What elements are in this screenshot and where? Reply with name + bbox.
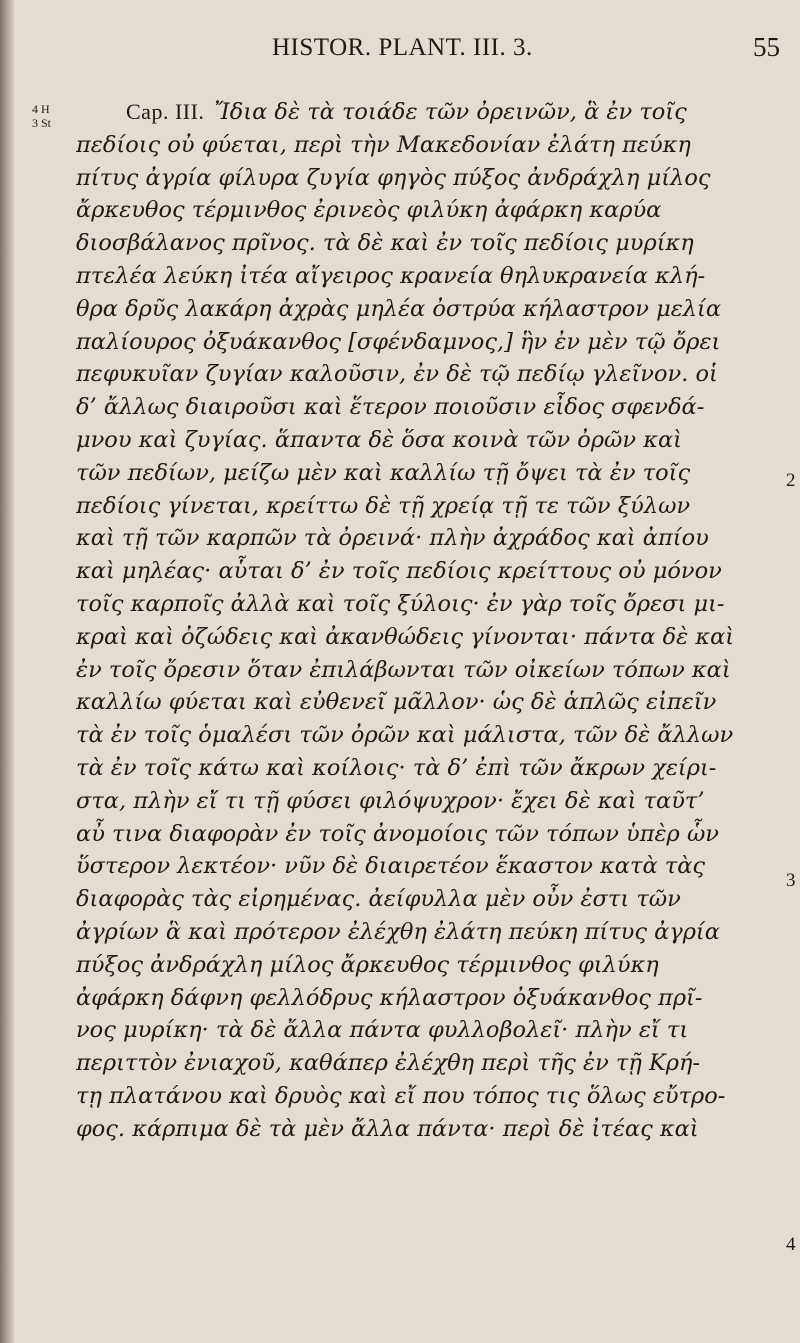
text-line: ἄρκευθος τέρμινθος ἐρινεὸς φιλύκη ἀφάρκη καρύα bbox=[76, 197, 662, 224]
book-page bbox=[14, 0, 800, 1343]
section-number-3: 3 bbox=[786, 870, 796, 891]
text-line: αὖ τινα διαφορὰν ἐν τοῖς ἀνομοίοις τῶν τόπων ὑπὲρ ὧν bbox=[76, 820, 719, 847]
text-line: διοσβάλανος πρῖνος. τὰ δὲ καὶ ἐν τοῖς πεδίοις μυρίκη bbox=[76, 230, 694, 257]
text-line: τὰ ἐν τοῖς κάτω καὶ κοίλοις· τὰ δ’ ἐπὶ τῶν ἄκρων χείρι- bbox=[76, 754, 717, 781]
text-line: καλλίω φύεται καὶ εὐθενεῖ μᾶλλον· ὡς δὲ ἁπλῶς εἰπεῖν bbox=[76, 689, 717, 716]
text-line: μνου καὶ ζυγίας. ἅπαντα δὲ ὅσα κοινὰ τῶν ὀρῶν καὶ bbox=[76, 426, 683, 453]
text-line: ἀφάρκη δάφνη φελλόδρυς κήλαστρον ὀξυάκανθος πρῖ- bbox=[76, 984, 703, 1011]
text-line: παλίουρος ὀξυάκανθος [σφένδαμνος,] ἣν ἐν μὲν τῷ ὄρει bbox=[76, 328, 721, 355]
text-line: πτελέα λεύκη ἰτέα αἴγειρος κρανεία θηλυκρανεία κλή- bbox=[76, 262, 706, 289]
page-header bbox=[260, 26, 780, 66]
text-line: τὰ ἐν τοῖς ὁμαλέσι τῶν ὀρῶν καὶ μάλιστα, τῶν δὲ ἄλλων bbox=[76, 722, 734, 749]
text-line: ὕστερον λεκτέον· νῦν δὲ διαιρετέον ἕκαστον κατὰ τὰς bbox=[76, 853, 706, 880]
chapter-label: Cap. III. bbox=[126, 99, 205, 124]
text-line: πεδίοις γίνεται, κρείττω δὲ τῇ χρείᾳ τῇ τε τῶν ξύλων bbox=[76, 492, 691, 519]
chapter-heading-line bbox=[76, 96, 776, 129]
left-margin-references bbox=[32, 102, 62, 130]
text-line: τῶν πεδίων, μείζω μὲν καὶ καλλίω τῇ ὄψει τὰ ἐν τοῖς bbox=[76, 459, 691, 486]
section-number-4: 4 bbox=[786, 1234, 796, 1255]
text-line: πεδίοις οὐ φύεται, περὶ τὴν Μακεδονίαν ἐλάτη πεύκη bbox=[76, 131, 691, 158]
text-line: φος. κάρπιμα δὲ τὰ μὲν ἄλλα πάντα· περὶ δὲ ἰτέας καὶ bbox=[76, 1115, 699, 1142]
text-line: δ’ ἄλλως διαιροῦσι καὶ ἕτερον ποιοῦσιν εἶδος σφενδά- bbox=[76, 394, 705, 421]
margin-ref-h: 4 H bbox=[32, 102, 50, 116]
text-line: στα, πλὴν εἴ τι τῇ φύσει φιλόψυχρον· ἔχει δὲ καὶ ταῦτ’ bbox=[76, 787, 705, 814]
text-line: πίτυς ἀγρία φίλυρα ζυγία φηγὸς πύξος ἀνδράχλη μίλος bbox=[76, 164, 711, 191]
book-binding-shadow bbox=[0, 0, 14, 1343]
text-line: ἀγρίων ἃ καὶ πρότερον ἐλέχθη ἐλάτη πεύκη πίτυς ἀγρία bbox=[76, 918, 720, 945]
text-line: περιττὸν ἐνιαχοῦ, καθάπερ ἐλέχθη περὶ τῆς ἐν τῇ Κρή- bbox=[76, 1050, 701, 1077]
text-line: καὶ μηλέας· αὗται δ’ ἐν τοῖς πεδίοις κρείττους οὐ μόνον bbox=[76, 558, 722, 585]
text-line: πύξος ἀνδράχλη μίλος ἄρκευθος τέρμινθος φιλύκη bbox=[76, 951, 659, 978]
running-head: HISTOR. PLANT. III. 3. bbox=[272, 34, 533, 61]
chapter-first-line: Ἴδια δὲ τὰ τοιάδε τῶν ὀρεινῶν, ἃ ἐν τοῖς bbox=[214, 99, 687, 125]
text-line: κραὶ καὶ ὀζώδεις καὶ ἀκανθώδεις γίνονται· πάντα δὲ καὶ bbox=[76, 623, 735, 650]
text-line: καὶ τῇ τῶν καρπῶν τὰ ὀρεινά· πλὴν ἀχράδος καὶ ἀπίου bbox=[76, 525, 709, 552]
text-line: θρα δρῦς λακάρη ἀχρὰς μηλέα ὀστρύα κήλαστρον μελία bbox=[76, 295, 722, 322]
text-line: διαφορὰς τὰς εἰρημένας. ἀείφυλλα μὲν οὖν ἐστι τῶν bbox=[76, 886, 681, 913]
margin-ref-st: 3 St bbox=[32, 116, 52, 130]
text-line: τῃ πλατάνου καὶ δρυὸς καὶ εἴ που τόπος τις ὅλως εὔτρο- bbox=[76, 1082, 726, 1109]
text-line: τοῖς καρποῖς ἀλλὰ καὶ τοῖς ξύλοις· ἐν γὰρ τοῖς ὄρεσι μι- bbox=[76, 590, 725, 617]
page-number: 55 bbox=[753, 32, 780, 62]
text-line: πεφυκυῖαν ζυγίαν καλοῦσιν, ἐν δὲ τῷ πεδίῳ γλεῖνον. οἱ bbox=[76, 361, 718, 388]
text-line: ἐν τοῖς ὄρεσιν ὅταν ἐπιλάβωνται τῶν οἰκείων τόπων καὶ bbox=[76, 656, 731, 683]
section-number-2: 2 bbox=[786, 470, 796, 491]
main-text bbox=[76, 96, 776, 1146]
text-line: νος μυρίκη· τὰ δὲ ἄλλα πάντα φυλλοβολεῖ· πλὴν εἴ τι bbox=[76, 1017, 689, 1044]
